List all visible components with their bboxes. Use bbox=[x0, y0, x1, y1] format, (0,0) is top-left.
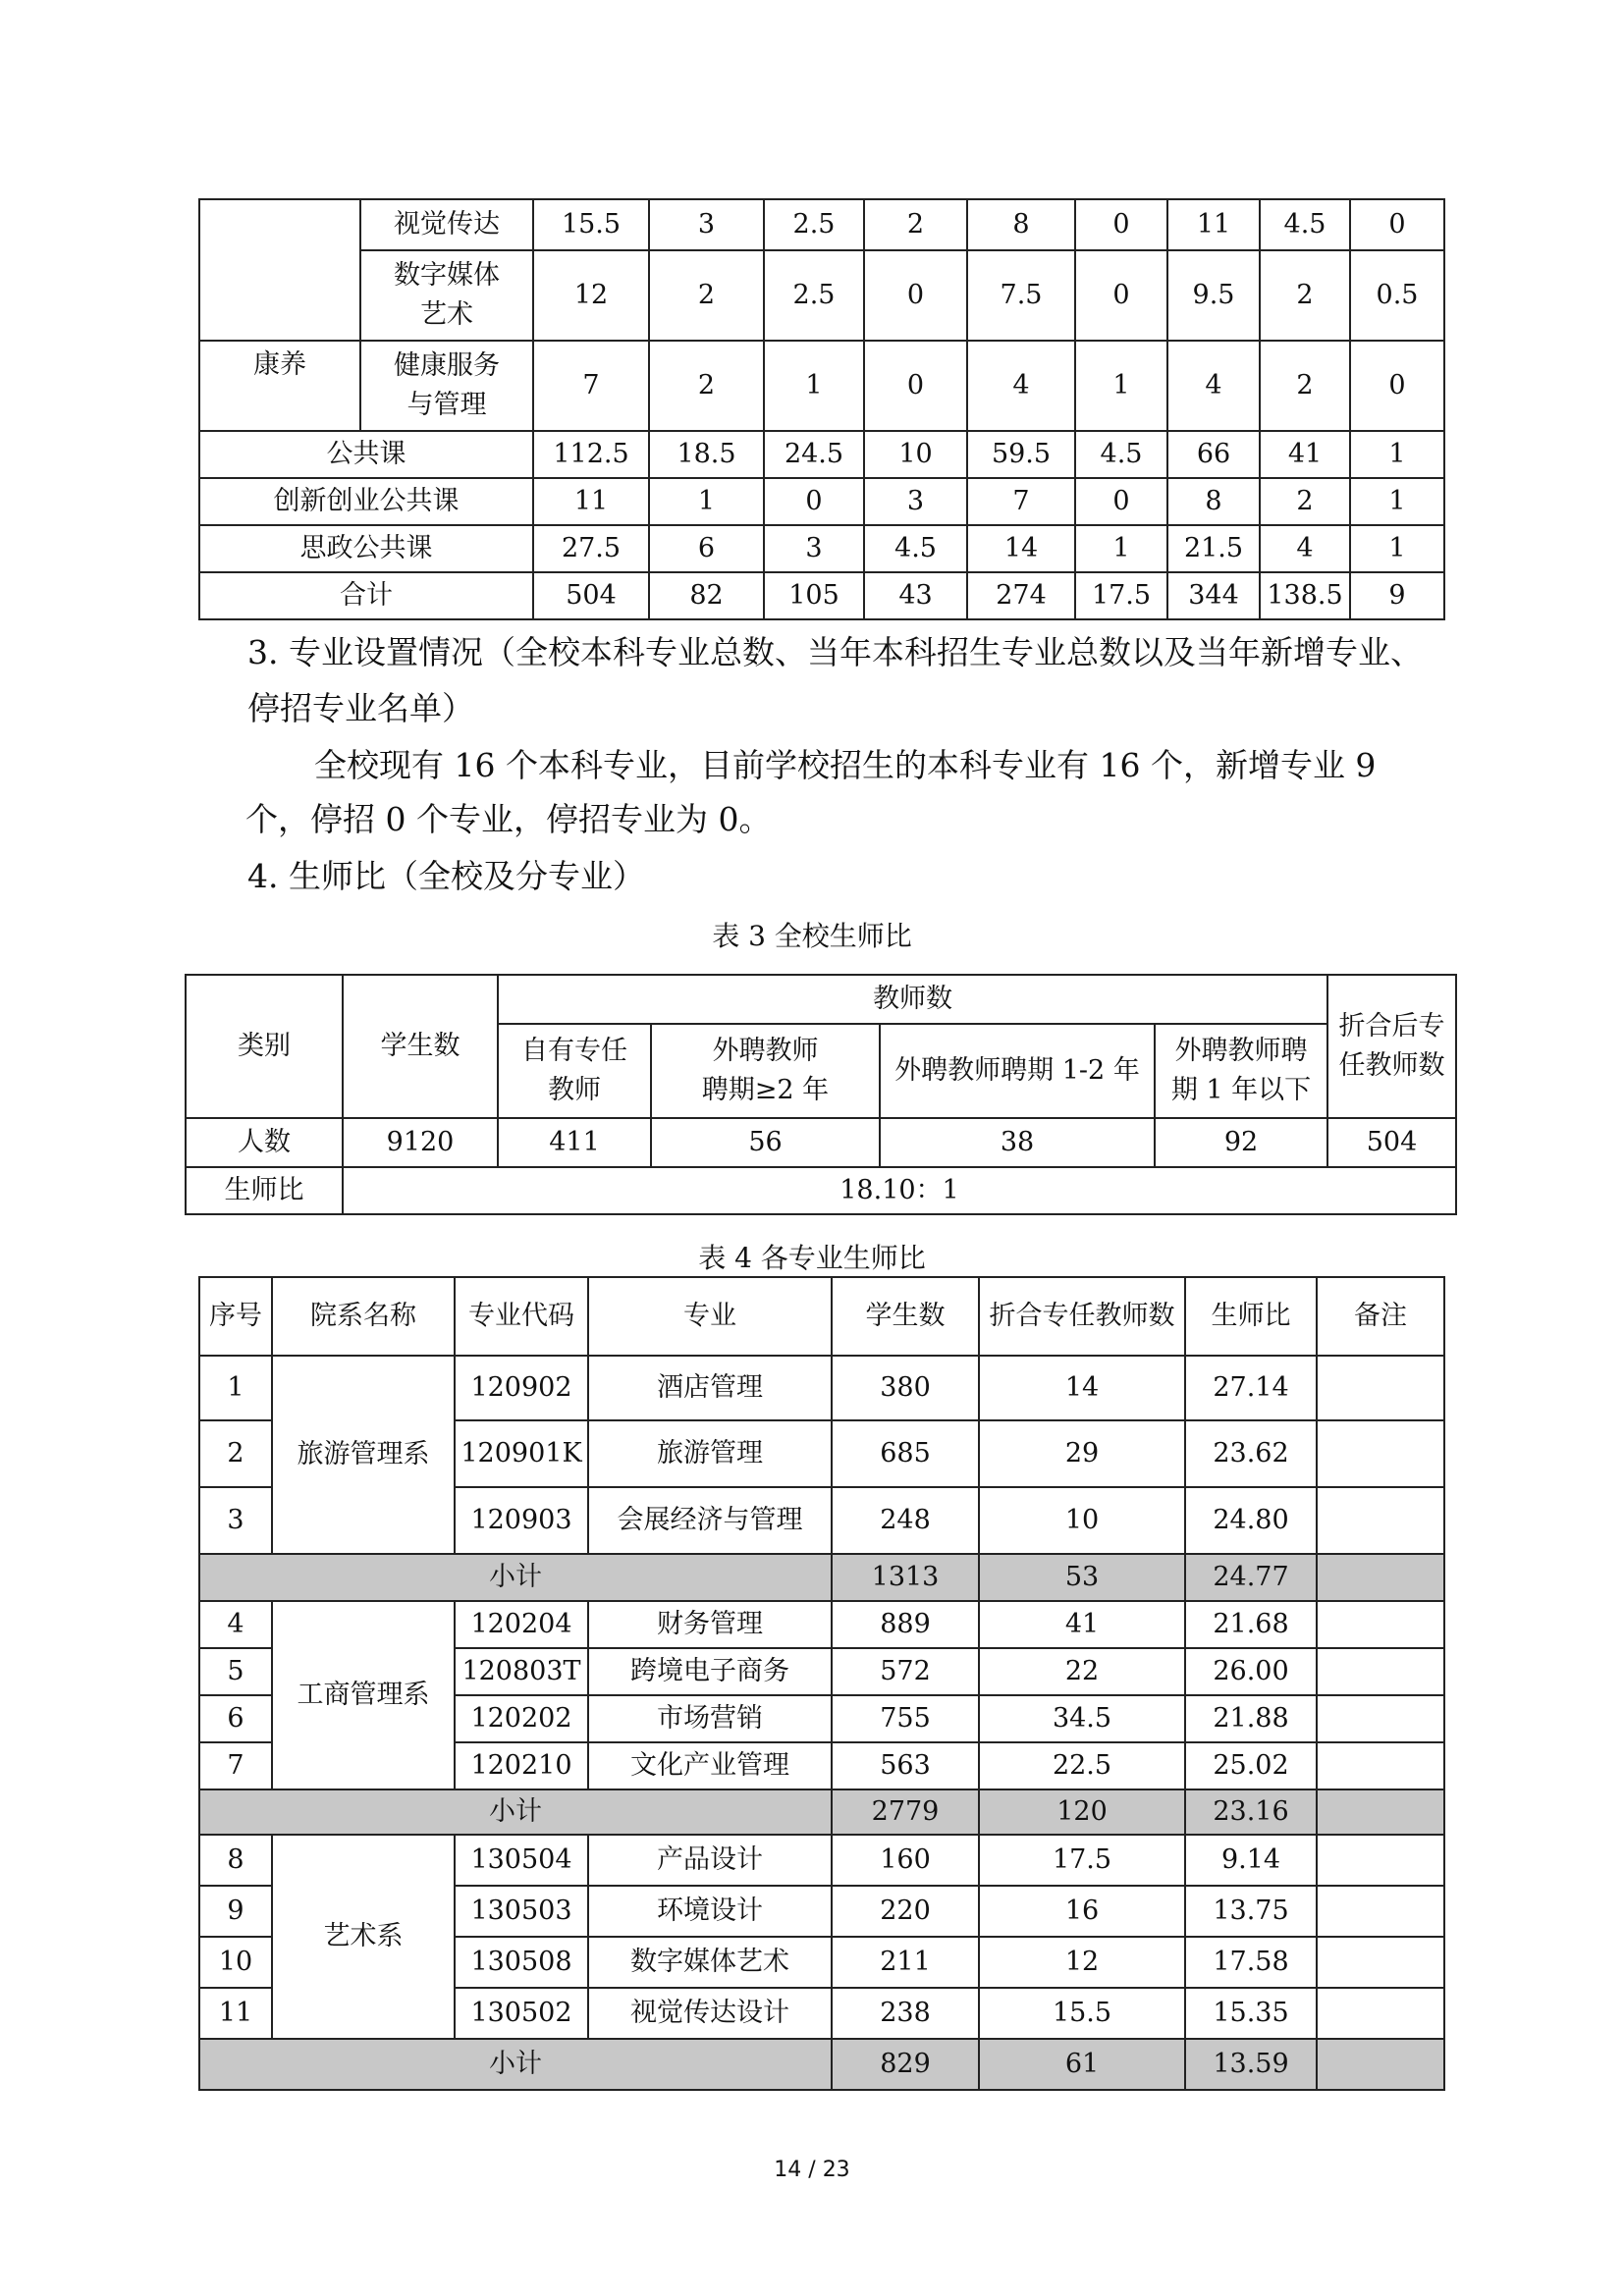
t1-value-cell: 4 bbox=[967, 341, 1075, 431]
t4-cell: 17.5 bbox=[979, 1835, 1185, 1886]
t1-value-cell: 0 bbox=[1075, 250, 1167, 341]
t4-cell bbox=[1317, 1356, 1444, 1420]
table-row bbox=[199, 199, 1444, 250]
t1-value-cell: 7.5 bbox=[967, 250, 1075, 341]
t4-cell bbox=[1317, 1937, 1444, 1988]
t4-seq-cell: 4 bbox=[199, 1601, 272, 1648]
t4-cell: 211 bbox=[832, 1937, 979, 1988]
t4-cell: 755 bbox=[832, 1695, 979, 1742]
t1-value-cell: 82 bbox=[649, 572, 764, 619]
t4-cell: 市场营销 bbox=[588, 1695, 832, 1742]
t1-value-cell: 12 bbox=[533, 250, 649, 341]
t3-cell: 504 bbox=[1327, 1118, 1456, 1167]
t1-value-cell: 344 bbox=[1167, 572, 1260, 619]
t4-cell: 572 bbox=[832, 1648, 979, 1695]
t1-summary-label: 合计 bbox=[199, 572, 533, 619]
table-row bbox=[199, 1835, 1444, 1886]
t4-cell: 会展经济与管理 bbox=[588, 1487, 832, 1554]
t1-value-cell: 2 bbox=[649, 341, 764, 431]
section3-heading-cont: 停招专业名单） bbox=[247, 689, 474, 727]
t4-cell: 120901K bbox=[455, 1420, 588, 1487]
t1-value-cell: 66 bbox=[1167, 431, 1260, 478]
t4-header: 学生数 bbox=[832, 1277, 979, 1356]
t1-value-cell: 2 bbox=[1260, 478, 1350, 525]
t3-row-label: 人数 bbox=[186, 1118, 343, 1167]
t3-cell: 9120 bbox=[343, 1118, 498, 1167]
t4-subtotal-note bbox=[1317, 1789, 1444, 1835]
t4-cell: 跨境电子商务 bbox=[588, 1648, 832, 1695]
t4-cell: 29 bbox=[979, 1420, 1185, 1487]
table4-caption: 表 4 各专业生师比 bbox=[698, 1242, 926, 1274]
t1-value-cell: 24.5 bbox=[764, 431, 864, 478]
t3-header-teachers: 教师数 bbox=[498, 975, 1327, 1024]
t3-ratio-label: 生师比 bbox=[186, 1167, 343, 1214]
t1-value-cell: 9.5 bbox=[1167, 250, 1260, 341]
table-row bbox=[199, 250, 1444, 341]
t1-value-cell: 105 bbox=[764, 572, 864, 619]
course-hours-table bbox=[198, 198, 1445, 620]
t1-value-cell: 3 bbox=[649, 199, 764, 250]
t1-value-cell: 6 bbox=[649, 525, 764, 572]
t1-value-cell: 11 bbox=[533, 478, 649, 525]
t4-cell: 24.80 bbox=[1185, 1487, 1317, 1554]
t4-seq-cell: 8 bbox=[199, 1835, 272, 1886]
t1-value-cell: 3 bbox=[864, 478, 967, 525]
t1-value-cell: 17.5 bbox=[1075, 572, 1167, 619]
t1-value-cell: 112.5 bbox=[533, 431, 649, 478]
t1-value-cell: 1 bbox=[649, 478, 764, 525]
t4-subtotal-cell: 120 bbox=[979, 1789, 1185, 1835]
t4-subtotal-label: 小计 bbox=[199, 1554, 832, 1601]
t4-cell: 酒店管理 bbox=[588, 1356, 832, 1420]
t4-cell: 130503 bbox=[455, 1886, 588, 1937]
t4-cell: 120202 bbox=[455, 1695, 588, 1742]
t1-summary-label: 思政公共课 bbox=[199, 525, 533, 572]
t1-value-cell: 18.5 bbox=[649, 431, 764, 478]
t1-value-cell: 7 bbox=[533, 341, 649, 431]
t4-subtotal-cell: 24.77 bbox=[1185, 1554, 1317, 1601]
t4-cell: 160 bbox=[832, 1835, 979, 1886]
t4-cell: 17.58 bbox=[1185, 1937, 1317, 1988]
t4-header: 折合专任教师数 bbox=[979, 1277, 1185, 1356]
student-teacher-ratio-table bbox=[185, 974, 1457, 1215]
t1-value-cell: 4.5 bbox=[1260, 199, 1350, 250]
t4-cell: 15.35 bbox=[1185, 1988, 1317, 2039]
t1-value-cell: 27.5 bbox=[533, 525, 649, 572]
table-row bbox=[199, 525, 1444, 572]
t4-cell: 685 bbox=[832, 1420, 979, 1487]
table-row bbox=[199, 478, 1444, 525]
t1-value-cell: 3 bbox=[764, 525, 864, 572]
t4-cell: 环境设计 bbox=[588, 1886, 832, 1937]
t4-subtotal-cell: 13.59 bbox=[1185, 2039, 1317, 2090]
t4-seq-cell: 10 bbox=[199, 1937, 272, 1988]
t4-cell bbox=[1317, 1886, 1444, 1937]
t4-cell: 130502 bbox=[455, 1988, 588, 2039]
t4-cell: 15.5 bbox=[979, 1988, 1185, 2039]
t4-dept-cell: 旅游管理系 bbox=[272, 1356, 455, 1554]
t4-cell: 21.88 bbox=[1185, 1695, 1317, 1742]
t1-value-cell: 2.5 bbox=[764, 250, 864, 341]
t4-cell bbox=[1317, 1487, 1444, 1554]
t4-cell: 22.5 bbox=[979, 1742, 1185, 1789]
t3-cell: 92 bbox=[1155, 1118, 1327, 1167]
t1-value-cell: 9 bbox=[1350, 572, 1444, 619]
t4-cell: 130508 bbox=[455, 1937, 588, 1988]
t4-cell: 数字媒体艺术 bbox=[588, 1937, 832, 1988]
section3-body-line1: 全校现有 16 个本科专业，目前学校招生的本科专业有 16 个，新增专业 9 bbox=[314, 746, 1377, 784]
t1-value-cell: 14 bbox=[967, 525, 1075, 572]
t1-value-cell: 21.5 bbox=[1167, 525, 1260, 572]
t1-value-cell: 4 bbox=[1167, 341, 1260, 431]
table-row bbox=[199, 572, 1444, 619]
t4-seq-cell: 9 bbox=[199, 1886, 272, 1937]
t4-header: 专业代码 bbox=[455, 1277, 588, 1356]
t4-subtotal-note bbox=[1317, 1554, 1444, 1601]
table-row bbox=[199, 1356, 1444, 1420]
t4-cell: 41 bbox=[979, 1601, 1185, 1648]
section4-heading: 4. 生师比（全校及分专业） bbox=[247, 857, 645, 895]
t4-header: 院系名称 bbox=[272, 1277, 455, 1356]
t4-subtotal-note bbox=[1317, 2039, 1444, 2090]
t3-header-converted: 折合后专 任教师数 bbox=[1327, 975, 1456, 1118]
t4-cell: 14 bbox=[979, 1356, 1185, 1420]
t1-value-cell: 4.5 bbox=[1075, 431, 1167, 478]
t1-summary-label: 公共课 bbox=[199, 431, 533, 478]
t1-value-cell: 0 bbox=[1075, 199, 1167, 250]
t4-subtotal-cell: 61 bbox=[979, 2039, 1185, 2090]
t1-value-cell: 1 bbox=[1350, 431, 1444, 478]
t3-header-ext-2y: 外聘教师 聘期≥2 年 bbox=[651, 1024, 880, 1118]
t4-header: 序号 bbox=[199, 1277, 272, 1356]
t4-cell bbox=[1317, 1988, 1444, 2039]
t1-major-cell: 健康服务与管理 bbox=[360, 341, 533, 431]
page-number: 14 / 23 bbox=[774, 2158, 850, 2182]
t4-cell: 120902 bbox=[455, 1356, 588, 1420]
t4-cell bbox=[1317, 1648, 1444, 1695]
t1-value-cell: 4.5 bbox=[864, 525, 967, 572]
t4-cell: 120803T bbox=[455, 1648, 588, 1695]
t4-header: 备注 bbox=[1317, 1277, 1444, 1356]
t1-value-cell: 41 bbox=[1260, 431, 1350, 478]
t1-value-cell: 504 bbox=[533, 572, 649, 619]
t4-seq-cell: 2 bbox=[199, 1420, 272, 1487]
t1-value-cell: 1 bbox=[1350, 525, 1444, 572]
t4-cell: 120210 bbox=[455, 1742, 588, 1789]
t4-cell: 旅游管理 bbox=[588, 1420, 832, 1487]
t3-header-students: 学生数 bbox=[343, 975, 498, 1118]
t4-cell: 25.02 bbox=[1185, 1742, 1317, 1789]
subtotal-row bbox=[199, 1554, 1444, 1601]
t4-cell: 380 bbox=[832, 1356, 979, 1420]
t4-subtotal-label: 小计 bbox=[199, 2039, 832, 2090]
t4-seq-cell: 5 bbox=[199, 1648, 272, 1695]
t4-seq-cell: 1 bbox=[199, 1356, 272, 1420]
t4-seq-cell: 3 bbox=[199, 1487, 272, 1554]
t1-value-cell: 0 bbox=[1350, 199, 1444, 250]
t4-cell: 9.14 bbox=[1185, 1835, 1317, 1886]
t3-cell: 56 bbox=[651, 1118, 880, 1167]
t4-cell: 120903 bbox=[455, 1487, 588, 1554]
t1-value-cell: 0 bbox=[1350, 341, 1444, 431]
t1-value-cell: 1 bbox=[1075, 525, 1167, 572]
t1-value-cell: 7 bbox=[967, 478, 1075, 525]
t3-cell: 411 bbox=[498, 1118, 651, 1167]
t4-cell: 120204 bbox=[455, 1601, 588, 1648]
t4-cell: 34.5 bbox=[979, 1695, 1185, 1742]
t3-header-own: 自有专任 教师 bbox=[498, 1024, 651, 1118]
t4-dept-cell: 工商管理系 bbox=[272, 1601, 455, 1789]
t4-subtotal-label: 小计 bbox=[199, 1789, 832, 1835]
t4-cell: 16 bbox=[979, 1886, 1185, 1937]
t1-value-cell: 43 bbox=[864, 572, 967, 619]
t4-seq-cell: 11 bbox=[199, 1988, 272, 2039]
t1-value-cell: 2 bbox=[1260, 341, 1350, 431]
t4-cell: 220 bbox=[832, 1886, 979, 1937]
t4-cell bbox=[1317, 1601, 1444, 1648]
t4-cell bbox=[1317, 1420, 1444, 1487]
t4-header: 专业 bbox=[588, 1277, 832, 1356]
t1-summary-label: 创新创业公共课 bbox=[199, 478, 533, 525]
t1-value-cell: 8 bbox=[967, 199, 1075, 250]
t1-value-cell: 10 bbox=[864, 431, 967, 478]
t4-cell: 13.75 bbox=[1185, 1886, 1317, 1937]
t1-major-cell: 数字媒体艺术 bbox=[360, 250, 533, 341]
t4-subtotal-cell: 23.16 bbox=[1185, 1789, 1317, 1835]
t1-value-cell: 2 bbox=[1260, 250, 1350, 341]
t1-value-cell: 15.5 bbox=[533, 199, 649, 250]
t1-dept-cell: 康养 bbox=[199, 341, 360, 431]
t1-value-cell: 11 bbox=[1167, 199, 1260, 250]
t4-cell: 23.62 bbox=[1185, 1420, 1317, 1487]
t4-cell: 产品设计 bbox=[588, 1835, 832, 1886]
t4-cell: 238 bbox=[832, 1988, 979, 2039]
t4-cell: 563 bbox=[832, 1742, 979, 1789]
t1-value-cell: 8 bbox=[1167, 478, 1260, 525]
t4-subtotal-cell: 829 bbox=[832, 2039, 979, 2090]
t4-subtotal-cell: 1313 bbox=[832, 1554, 979, 1601]
t1-value-cell: 59.5 bbox=[967, 431, 1075, 478]
table3-caption: 表 3 全校生师比 bbox=[712, 920, 912, 952]
subtotal-row bbox=[199, 1789, 1444, 1835]
t1-value-cell: 0 bbox=[864, 341, 967, 431]
t1-value-cell: 1 bbox=[1350, 478, 1444, 525]
table-row bbox=[199, 431, 1444, 478]
t4-subtotal-cell: 2779 bbox=[832, 1789, 979, 1835]
t1-value-cell: 0.5 bbox=[1350, 250, 1444, 341]
t3-header-ext-lt1y: 外聘教师聘 期 1 年以下 bbox=[1155, 1024, 1327, 1118]
table-row bbox=[199, 1601, 1444, 1648]
t4-cell: 文化产业管理 bbox=[588, 1742, 832, 1789]
t4-seq-cell: 6 bbox=[199, 1695, 272, 1742]
t3-header-ext-1-2y: 外聘教师聘期 1-2 年 bbox=[880, 1024, 1155, 1118]
t4-cell bbox=[1317, 1695, 1444, 1742]
t4-header: 生师比 bbox=[1185, 1277, 1317, 1356]
t1-value-cell: 2 bbox=[649, 250, 764, 341]
t1-value-cell: 0 bbox=[1075, 478, 1167, 525]
section3-heading: 3. 专业设置情况（全校本科专业总数、当年本科招生专业总数以及当年新增专业、 bbox=[247, 633, 1423, 671]
t1-value-cell: 2 bbox=[864, 199, 967, 250]
t4-cell: 26.00 bbox=[1185, 1648, 1317, 1695]
t1-value-cell: 0 bbox=[764, 478, 864, 525]
major-ratio-table bbox=[198, 1276, 1445, 2091]
t3-cell: 38 bbox=[880, 1118, 1155, 1167]
t1-major-cell: 视觉传达 bbox=[360, 199, 533, 250]
subtotal-row bbox=[199, 2039, 1444, 2090]
t3-ratio-value: 18.10：1 bbox=[343, 1167, 1456, 1214]
t4-cell: 财务管理 bbox=[588, 1601, 832, 1648]
t4-cell bbox=[1317, 1835, 1444, 1886]
t4-seq-cell: 7 bbox=[199, 1742, 272, 1789]
t3-header-category: 类别 bbox=[186, 975, 343, 1118]
t4-cell: 12 bbox=[979, 1937, 1185, 1988]
t4-cell: 21.68 bbox=[1185, 1601, 1317, 1648]
t4-cell: 248 bbox=[832, 1487, 979, 1554]
t4-cell: 889 bbox=[832, 1601, 979, 1648]
t4-cell bbox=[1317, 1742, 1444, 1789]
t1-value-cell: 1 bbox=[1075, 341, 1167, 431]
t4-dept-cell: 艺术系 bbox=[272, 1835, 455, 2039]
table-row bbox=[199, 341, 1444, 431]
t1-dept-cell-blank bbox=[199, 199, 360, 341]
t1-value-cell: 138.5 bbox=[1260, 572, 1350, 619]
t4-cell: 27.14 bbox=[1185, 1356, 1317, 1420]
section3-body-line2: 个，停招 0 个专业，停招专业为 0。 bbox=[245, 800, 772, 838]
t1-value-cell: 274 bbox=[967, 572, 1075, 619]
t4-cell: 视觉传达设计 bbox=[588, 1988, 832, 2039]
t1-value-cell: 4 bbox=[1260, 525, 1350, 572]
t4-subtotal-cell: 53 bbox=[979, 1554, 1185, 1601]
t1-value-cell: 0 bbox=[864, 250, 967, 341]
t1-value-cell: 1 bbox=[764, 341, 864, 431]
t4-cell: 10 bbox=[979, 1487, 1185, 1554]
t4-cell: 22 bbox=[979, 1648, 1185, 1695]
t4-cell: 130504 bbox=[455, 1835, 588, 1886]
t1-value-cell: 2.5 bbox=[764, 199, 864, 250]
